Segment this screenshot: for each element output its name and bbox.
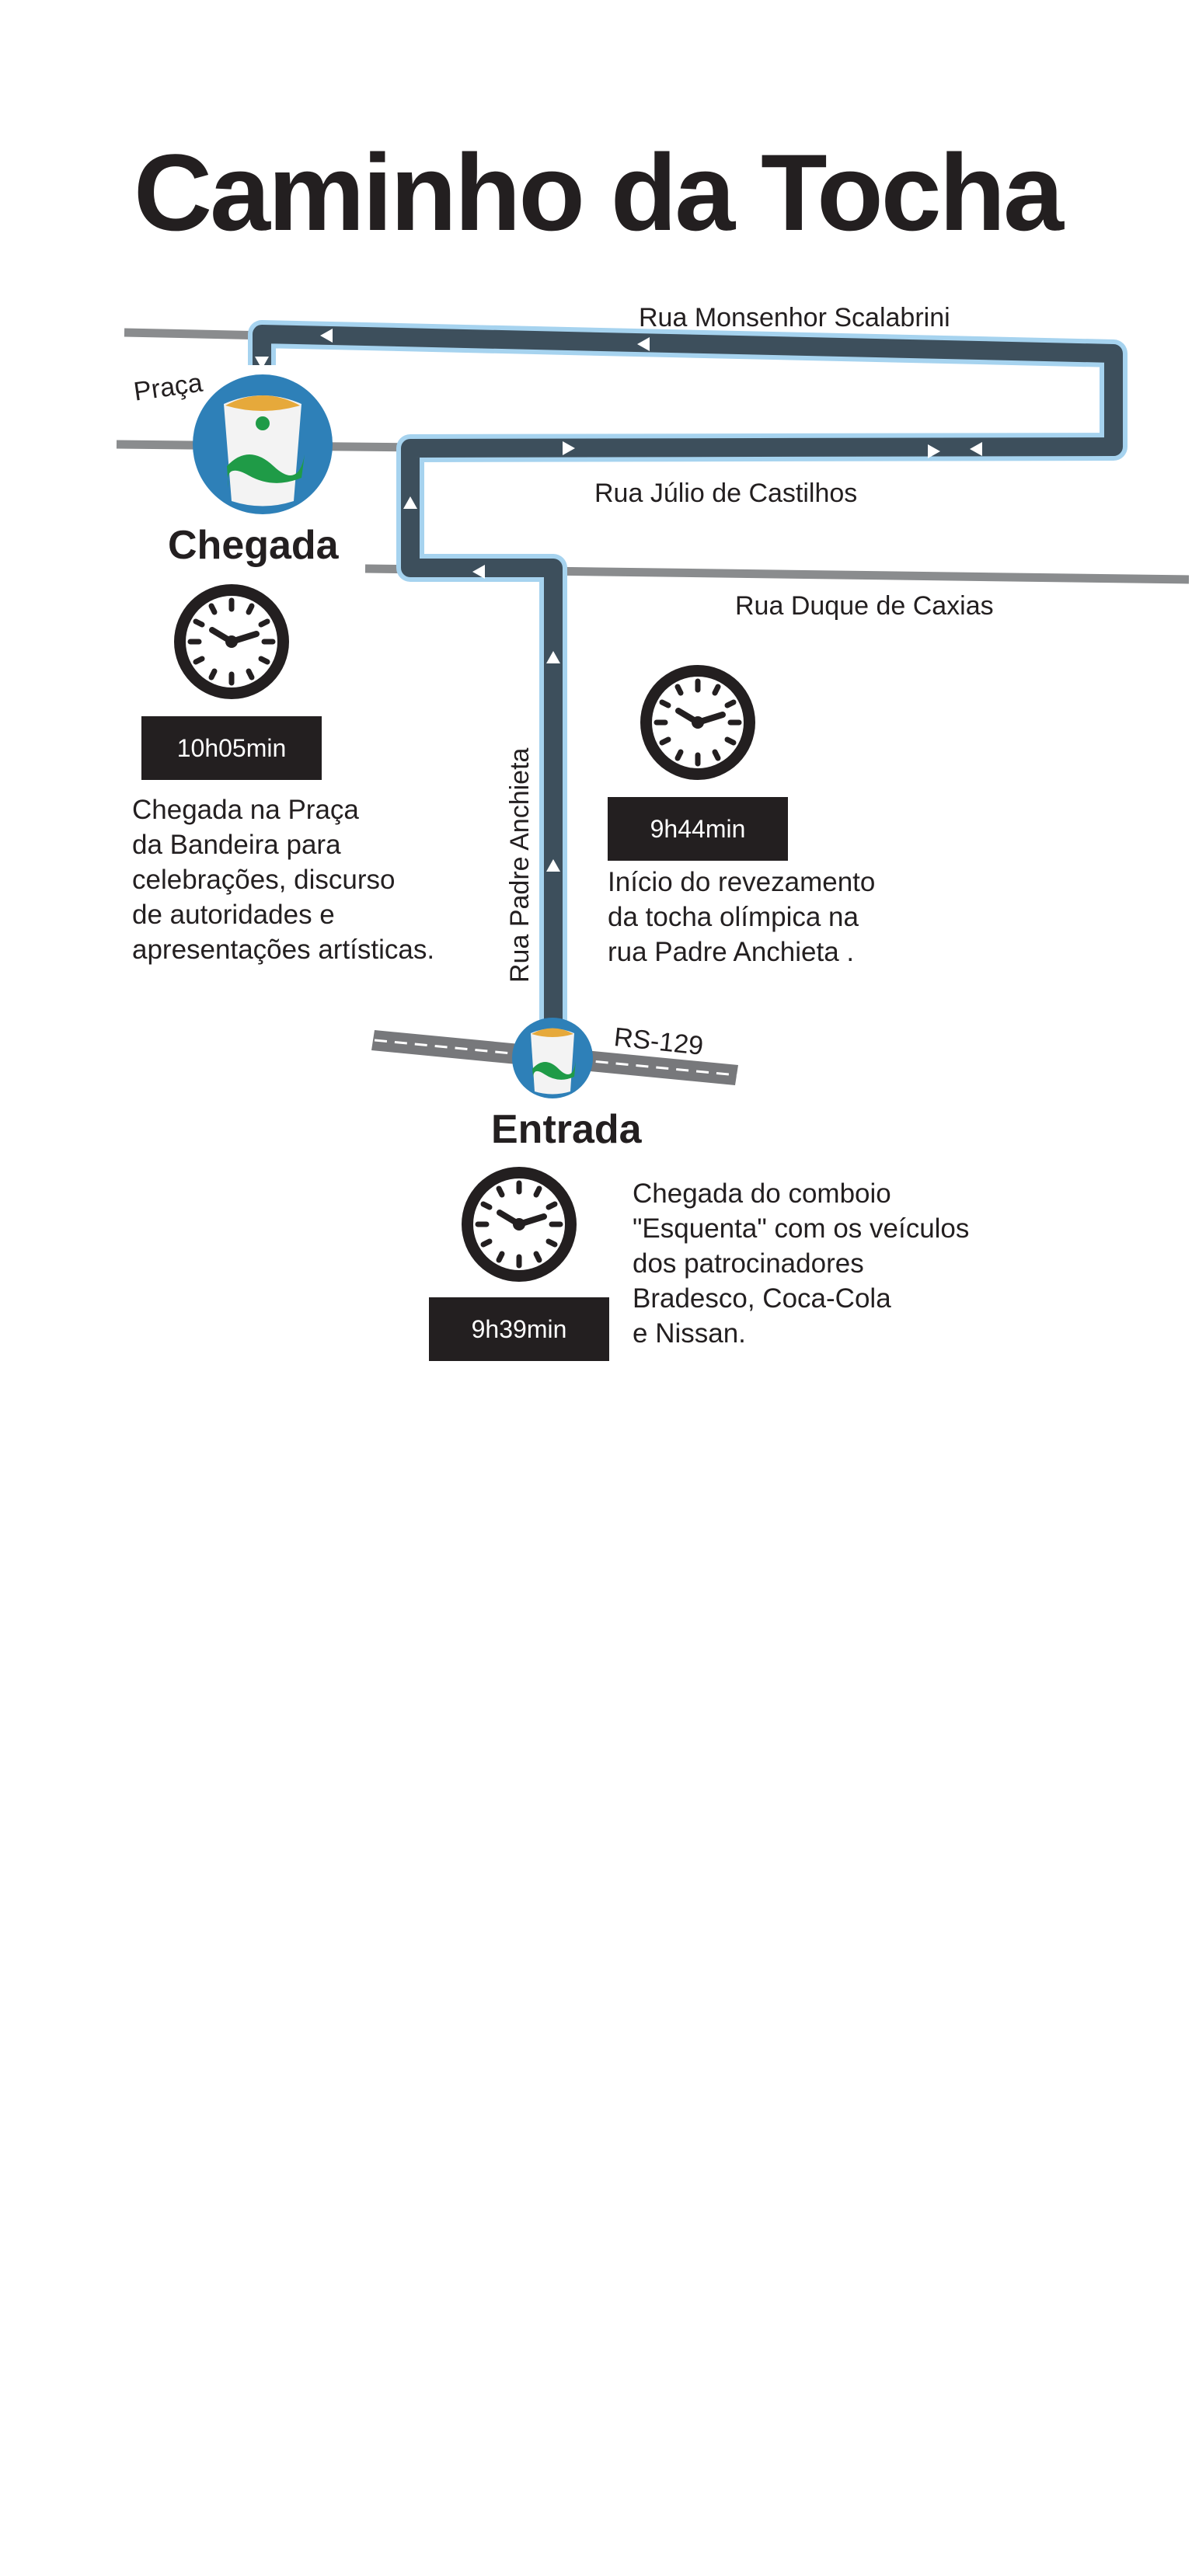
street-label-monsenhor: Rua Monsenhor Scalabrini [639, 303, 950, 332]
clock-icon [169, 580, 294, 704]
entrada-label: Entrada [491, 1107, 642, 1152]
description-line: apresentações artísticas. [132, 935, 435, 965]
street-label-anchieta: Rua Padre Anchieta [505, 747, 535, 983]
torch-icon-entrada [512, 1018, 593, 1098]
clock-icon [636, 660, 760, 785]
description-line: Início do revezamento [608, 867, 876, 897]
description-line: celebrações, discurso [132, 865, 396, 895]
description-line: da tocha olímpica na [608, 902, 859, 932]
inicio-description [608, 865, 875, 969]
entrada-description [633, 1176, 969, 1351]
chegada-description [132, 792, 434, 967]
description-line: Bradesco, Coca-Cola [633, 1283, 891, 1314]
street-label-rs129: RS-129 [612, 1022, 705, 1061]
description-line: Chegada na Praça [132, 795, 359, 825]
street-label-julio: Rua Júlio de Castilhos [594, 479, 858, 508]
description-line: Chegada do comboio [633, 1178, 891, 1209]
description-line: da Bandeira para [132, 830, 341, 860]
description-line: "Esquenta" com os veículos [633, 1213, 970, 1244]
street-label-praca: Praça [131, 367, 204, 407]
entrada-time-badge: 9h39min [429, 1297, 609, 1361]
chegada-label: Chegada [168, 523, 339, 568]
street-praca-top [124, 332, 268, 336]
inicio-time-badge: 9h44min [608, 797, 788, 861]
street-label-duque: Rua Duque de Caxias [735, 591, 994, 621]
description-line: de autoridades e [132, 900, 335, 930]
description-line: dos patrocinadores [633, 1248, 864, 1279]
chegada-time-badge: 10h05min [141, 716, 322, 780]
page-title: Caminho da Tocha [134, 131, 1061, 253]
torch-icon-chegada [193, 374, 333, 514]
description-line: rua Padre Anchieta . [608, 937, 855, 967]
description-line: e Nissan. [633, 1318, 746, 1349]
clock-icon [457, 1162, 581, 1286]
